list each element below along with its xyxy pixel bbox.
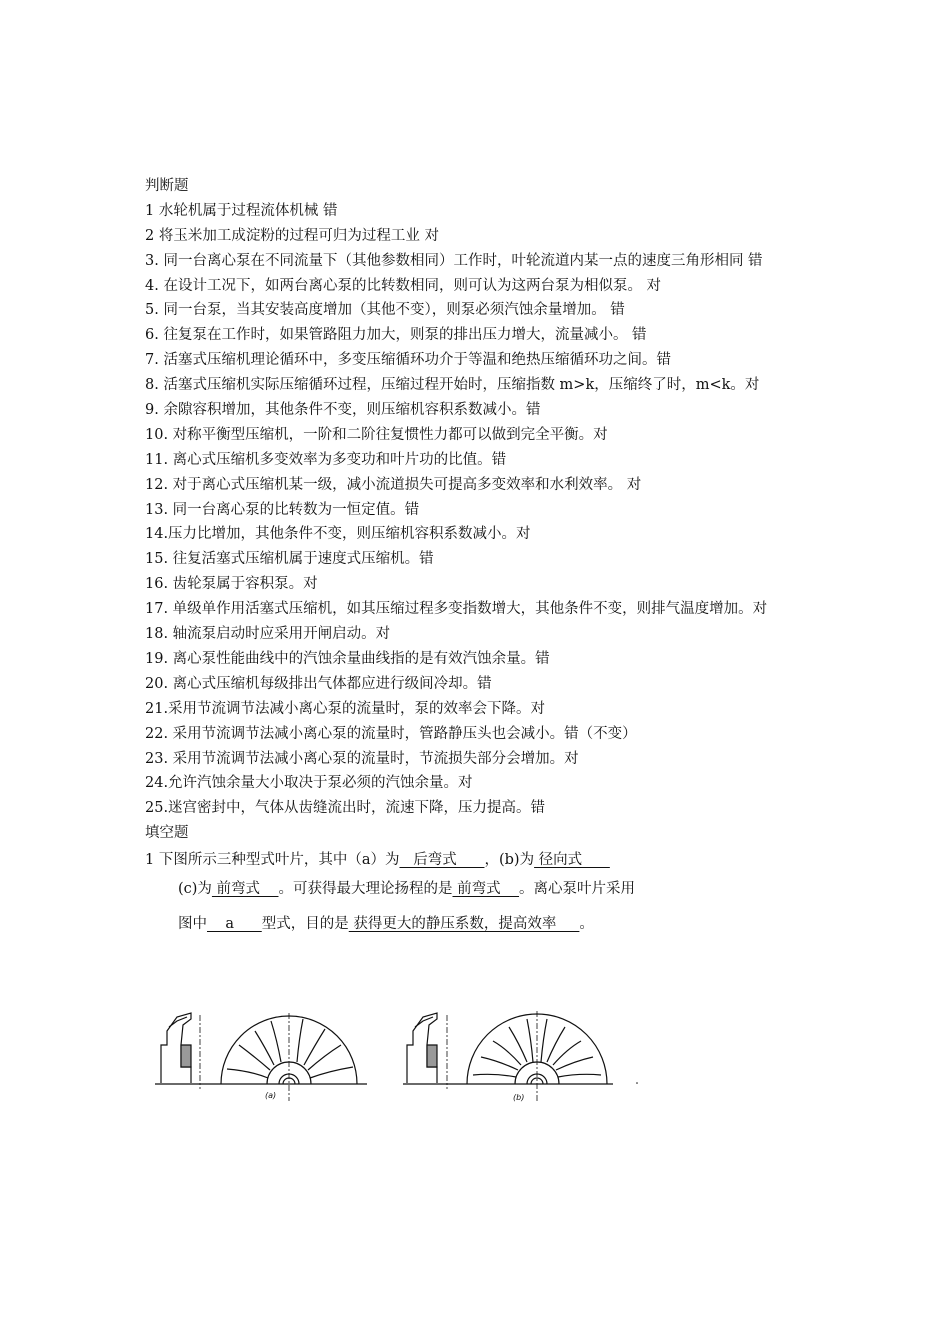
answer-blank-b: 径向式 bbox=[534, 852, 610, 869]
section-title-judge: 判断题 bbox=[145, 178, 189, 194]
judge-item: 4. 在设计工况下，如两台离心泵的比转数相同，则可认为这两台泵为相似泵。 对 bbox=[145, 277, 662, 294]
judge-item: 9. 余隙容积增加，其他条件不变，则压缩机容积系数减小。错 bbox=[145, 402, 541, 419]
impeller-a-wheel bbox=[213, 1013, 367, 1101]
text-span: 。可获得最大理论扬程的是 bbox=[278, 881, 453, 898]
answer-blank-a: 后弯式 bbox=[399, 852, 485, 869]
fill-q1-line-1 bbox=[145, 848, 835, 872]
text-span: 图中 bbox=[178, 916, 207, 933]
judge-item: 7. 活塞式压缩机理论循环中，多变压缩循环功介于等温和绝热压缩循环功之间。错 bbox=[145, 352, 671, 369]
judge-item: 22. 采用节流调节法减小离心泵的流量时，管路静压头也会减小。错（不变） bbox=[145, 725, 637, 742]
text-span: ，(b)为 bbox=[484, 852, 535, 869]
judge-list bbox=[145, 199, 835, 821]
judge-item: 17. 单级单作用活塞式压缩机，如其压缩过程多变指数增大，其他条件不变，则排气温度增加。对 bbox=[145, 601, 768, 618]
text-span: (c)为 bbox=[178, 881, 212, 898]
impeller-figure bbox=[155, 1005, 645, 1115]
section-title-fill: 填空题 bbox=[145, 825, 189, 842]
answer-blank-purpose: 获得更大的静压系数，提高效率 bbox=[348, 916, 580, 933]
text-span: 。离心泵叶片采用 bbox=[519, 881, 636, 898]
fill-q1-line-2 bbox=[145, 872, 835, 907]
judge-item: 24.允许汽蚀余量大小取决于泵必须的汽蚀余量。对 bbox=[145, 775, 473, 792]
text-span: 型式，目的是 bbox=[261, 916, 349, 933]
judge-item: 15. 往复活塞式压缩机属于速度式压缩机。错 bbox=[145, 551, 434, 568]
answer-blank-c: 前弯式 bbox=[211, 881, 279, 898]
impeller-diagram bbox=[155, 1005, 645, 1115]
impeller-b-wheel bbox=[461, 1011, 613, 1103]
judge-item: 12. 对于离心式压缩机某一级，减小流道损失可提高多变效率和水利效率。 对 bbox=[145, 476, 642, 493]
text-span: 1 下图所示三种型式叶片，其中（a）为 bbox=[145, 852, 400, 869]
judge-item: 18. 轴流泵启动时应采用开闸启动。对 bbox=[145, 626, 391, 643]
fill-question-1 bbox=[145, 848, 835, 942]
stray-dot bbox=[636, 1082, 638, 1084]
judge-item: 14.压力比增加，其他条件不变，则压缩机容积系数减小。对 bbox=[145, 526, 531, 543]
judge-item: 6. 往复泵在工作时，如果管路阻力加大，则泵的排出压力增大，流量减小。 错 bbox=[145, 327, 647, 344]
figure-label-a: (a) bbox=[265, 1091, 277, 1100]
judge-item: 16. 齿轮泵属于容积泵。对 bbox=[145, 576, 318, 593]
text-span: 。 bbox=[579, 916, 594, 933]
judge-item: 8. 活塞式压缩机实际压缩循环过程，压缩过程开始时，压缩指数 m>k，压缩终了时，m<k。对 bbox=[145, 377, 760, 394]
judge-item: 23. 采用节流调节法减小离心泵的流量时，节流损失部分会增加。对 bbox=[145, 750, 579, 767]
impeller-a-section bbox=[155, 1013, 213, 1089]
judge-item: 19. 离心泵性能曲线中的汽蚀余量曲线指的是有效汽蚀余量。错 bbox=[145, 650, 550, 667]
judge-item: 3. 同一台离心泵在不同流量下（其他参数相同）工作时，叶轮流道内某一点的速度三角形相同 错 bbox=[145, 252, 763, 269]
judge-item: 10. 对称平衡型压缩机，一阶和二阶往复惯性力都可以做到完全平衡。对 bbox=[145, 426, 608, 443]
judge-item: 2 将玉米加工成淀粉的过程可归为过程工业 对 bbox=[145, 227, 439, 244]
answer-blank-max-head: 前弯式 bbox=[452, 881, 520, 898]
document-content bbox=[145, 174, 835, 942]
judge-item: 1 水轮机属于过程流体机械 错 bbox=[145, 202, 338, 219]
judge-item: 21.采用节流调节法减小离心泵的流量时，泵的效率会下降。对 bbox=[145, 700, 546, 717]
judge-item: 20. 离心式压缩机每级排出气体都应进行级间冷却。错 bbox=[145, 675, 492, 692]
judge-item: 11. 离心式压缩机多变效率为多变功和叶片功的比值。错 bbox=[145, 451, 507, 468]
impeller-b-section bbox=[403, 1013, 461, 1089]
judge-item: 25.迷宫密封中，气体从齿缝流出时，流速下降，压力提高。错 bbox=[145, 800, 546, 817]
answer-blank-figure: a bbox=[207, 916, 262, 933]
judge-item: 5. 同一台泵，当其安装高度增加（其他不变），则泵必须汽蚀余量增加。 错 bbox=[145, 302, 625, 319]
fill-q1-line-3 bbox=[145, 907, 835, 942]
figure-label-b: (b) bbox=[513, 1093, 525, 1102]
judge-item: 13. 同一台离心泵的比转数为一恒定值。错 bbox=[145, 501, 420, 518]
